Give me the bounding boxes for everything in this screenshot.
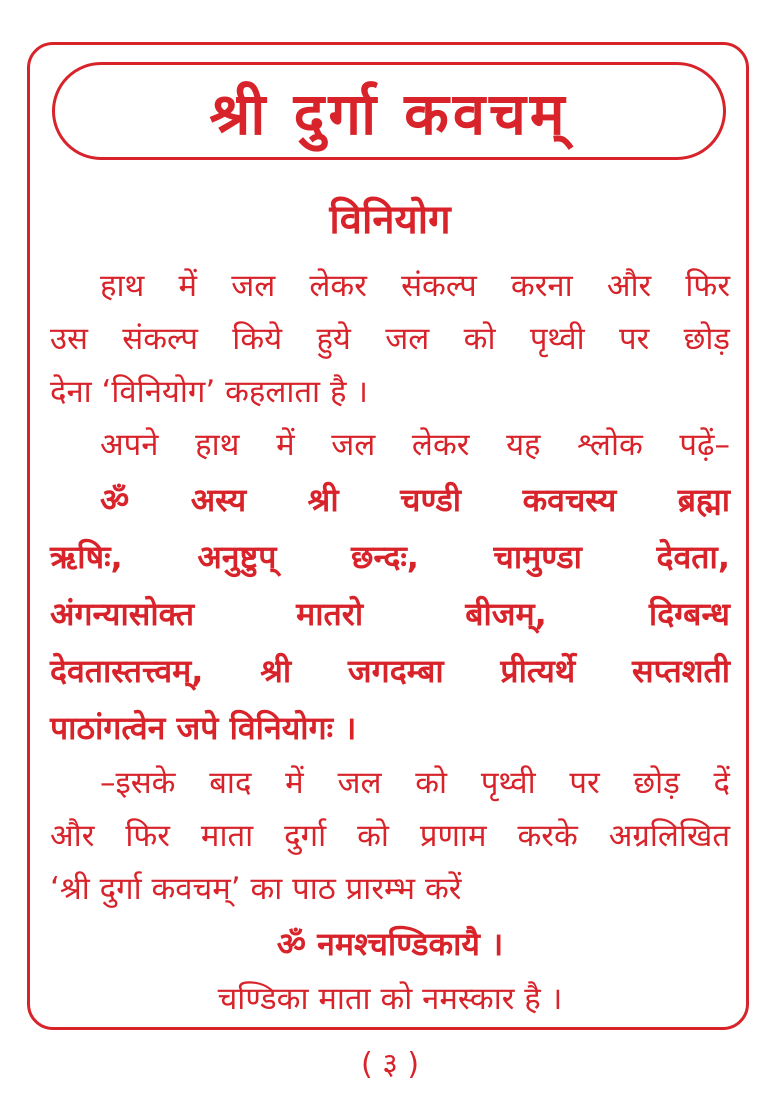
mantra-line: देवतास्तत्त्वम्, श्री जगदम्बा प्रीत्यर्थे सप्तशती bbox=[50, 652, 730, 690]
mantra-line: ॐ अस्य श्री चण्डी कवचस्य ब्रह्मा bbox=[100, 481, 730, 519]
paragraph-line: अपने हाथ में जल लेकर यह श्लोक पढ़ें– bbox=[100, 427, 730, 463]
page-body bbox=[50, 260, 730, 1026]
section-heading: विनियोग bbox=[329, 197, 451, 243]
salutation-meaning: चण्डिका माता को नमस्कार है । bbox=[217, 981, 563, 1017]
paragraph-line: और फिर माता दुर्गा को प्रणाम करके अग्रलिखित bbox=[50, 818, 730, 854]
page-title: श्री दुर्गा कवचम् bbox=[209, 79, 569, 148]
mantra-line: ऋषिः, अनुष्टुप् छन्दः, चामुण्डा देवता, bbox=[50, 538, 730, 576]
salutation: ॐ नमश्चण्डिकायै । bbox=[276, 925, 504, 963]
paragraph-line: देना ‘विनियोग’ कहलाता है । bbox=[50, 374, 369, 410]
paragraph-line: ‘श्री दुर्गा कवचम्’ का पाठ प्रारम्भ करें bbox=[50, 871, 462, 907]
page-number: ( ३ ) bbox=[360, 1047, 420, 1082]
paragraph-line: हाथ में जल लेकर संकल्प करना और फिर bbox=[100, 268, 730, 304]
mantra-line: अंगन्यासोक्त मातरो बीजम्, दिग्बन्ध bbox=[50, 595, 730, 633]
paragraph-line: उस संकल्प किये हुये जल को पृथ्वी पर छोड़ bbox=[50, 321, 730, 357]
title-banner bbox=[52, 62, 726, 160]
mantra-line: पाठांगत्वेन जपे विनियोगः । bbox=[50, 709, 357, 747]
paragraph-line: –इसके बाद में जल को पृथ्वी पर छोड़ दें bbox=[100, 765, 730, 801]
